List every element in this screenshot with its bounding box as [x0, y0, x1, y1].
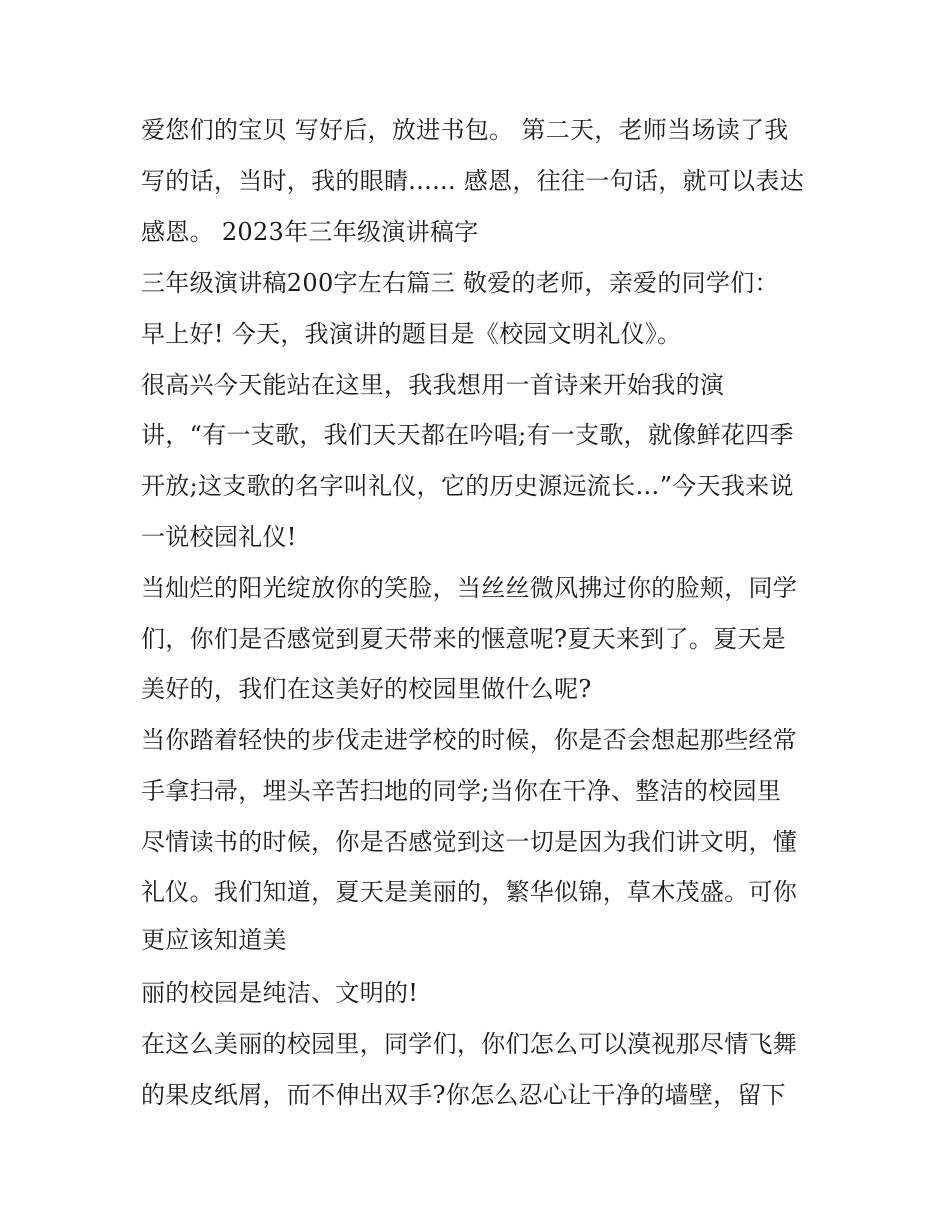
- text-line: 很高兴今天能站在这里，我我想用一首诗来开始我的演: [141, 371, 725, 399]
- text-line: 尽情读书的时候，你是否感觉到这一切是因为我们讲文明，懂: [141, 828, 798, 856]
- text-line: 当灿烂的阳光绽放你的笑脸，当丝丝微风拂过你的脸颊，同学: [141, 574, 798, 602]
- text-line: 的果皮纸屑，而不伸出双手?你怎么忍心让干净的墙壁，留下: [141, 1081, 786, 1109]
- text-line: 美好的，我们在这美好的校园里做什么呢?: [141, 675, 592, 703]
- text-line: 早上好! 今天，我演讲的题目是《校园文明礼仪》。: [141, 320, 682, 348]
- text-line: 们，你们是否感觉到夏天带来的惬意呢?夏天来到了。夏天是: [141, 625, 786, 653]
- text-line: 写的话，当时，我的眼睛...... 感恩，往往一句话，就可以表达: [141, 167, 804, 195]
- text-line: 爱您们的宝贝 写好后，放进书包。 第二天，老师当场读了我: [141, 116, 789, 144]
- text-line: 一说校园礼仪!: [141, 523, 297, 551]
- text-line: 更应该知道美: [141, 926, 287, 954]
- text-line: 当你踏着轻快的步伐走进学校的时候，你是否会想起那些经常: [141, 726, 798, 754]
- text-line: 讲，“有一支歌，我们天天都在吟唱;有一支歌，就像鲜花四季: [141, 421, 794, 449]
- text-line: 礼仪。我们知道，夏天是美丽的，繁华似锦，草木茂盛。可你: [141, 878, 798, 906]
- text-line: 三年级演讲稿200字左右篇三 敬爱的老师，亲爱的同学们：: [141, 269, 779, 297]
- text-line: 丽的校园是纯洁、文明的!: [141, 979, 419, 1007]
- text-line: 手拿扫帚，埋头辛苦扫地的同学;当你在干净、整洁的校园里: [141, 777, 782, 805]
- text-line: 在这么美丽的校园里，同学们，你们怎么可以漠视那尽情飞舞: [141, 1030, 798, 1058]
- text-line: 开放;这支歌的名字叫礼仪，它的历史源远流长…”今天我来说: [141, 472, 794, 500]
- text-line: 感恩。 2023年三年级演讲稿字: [141, 218, 479, 246]
